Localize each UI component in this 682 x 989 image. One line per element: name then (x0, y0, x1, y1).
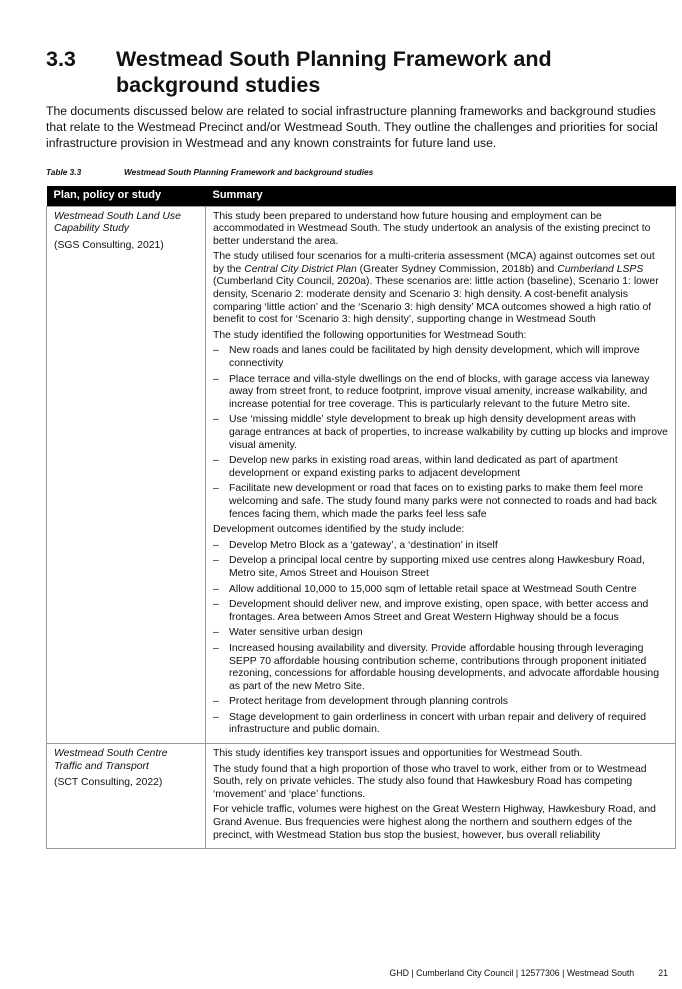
table-row (47, 206, 676, 744)
list-item: – Development should deliver new, and improve existing, open space, with better access and frontages. Area between Amos Street and Great Western Highway should be a focus (213, 599, 649, 623)
table-title: Westmead South Planning Framework and background studies (124, 167, 374, 177)
summary-paragraph: The study utilised four scenarios for a multi-criteria assessment (MCA) against outcomes set out by the Central City District Plan (Greater Sydney Commission, 2018b) and Cumberland LSPS (Cumberland City Council, 2020a). These scenarios are: little action (baseline), Scenario 1: lower density, Scenario 2: moderate density and Scenario 3: high density. A cost-benefit analysis comparing ‘little action’ and the ‘Scenario 3: high density’ MCA outcomes showed a high ratio of benefit to cost for ‘Scenario 3: high density’, supporting change in Westmead South (213, 251, 659, 326)
list-item: – Place terrace and villa-style dwellings on the end of blocks, with garage access via laneway away from street front, to reduce footprint, improve visual amenity, increase walkability, and increase potential for tree coverage. This is particularly relevant to the future Metro site. (213, 373, 650, 410)
summary-paragraph: Development outcomes identified by the study include: (213, 524, 465, 536)
lsps-reference: Cumberland LSPS (557, 263, 644, 275)
list-item: – Develop new parks in existing road areas, within land dedicated as part of apartment development or expand existing parks to adjacent development (213, 455, 618, 479)
document-name: Westmead South Centre Traffic and Transport (54, 748, 168, 772)
column-header-summary: Summary (206, 186, 676, 206)
list-item: – Develop a principal local centre by supporting mixed use centres along Hawkesbury Road, Metro site, Amos Street and Houison Street (213, 555, 645, 579)
section-title: Westmead South Planning Framework and background studies (116, 47, 552, 97)
list-item: – Water sensitive urban design (213, 627, 363, 639)
list-item: – Stage development to gain orderliness in concert with urban repair and delivery of required infrastructure and public domain. (213, 711, 647, 736)
framework-table (46, 186, 676, 849)
footer-text: GHD | Cumberland City Council | 12577306 | Westmead South (389, 968, 635, 978)
summary-paragraph: This study identifies key transport issues and opportunities for Westmead South. (213, 748, 583, 760)
list-item: – Develop Metro Block as a ‘gateway’, a ‘destination’ in itself (213, 539, 498, 551)
plan-reference: Central City District Plan (244, 263, 357, 275)
document-source: (SGS Consulting, 2021) (54, 239, 164, 251)
list-item: – Use ‘missing middle’ style development to break up high density development areas with garage entrances at back of properties, to increase walkability by cutting up blocks and improve visual amenity. (213, 414, 668, 451)
page-number: 21 (658, 968, 668, 978)
table-caption (46, 167, 373, 177)
list-item: – Facilitate new development or road that faces on to existing parks to make them feel more welcoming and safe. The study found many parks were not connected to roads and had back fences facing them, which made the parks feel less safe (213, 483, 657, 520)
intro-paragraph: The documents discussed below are related to social infrastructure planning frameworks and background studies that relate to the Westmead Precinct and/or Westmead South. They outline the challenges and priorities for social infrastructure provision in Westmead and any known constraints for future land use. (46, 104, 658, 150)
document-source: (SCT Consulting, 2022) (54, 777, 163, 789)
section-heading (46, 46, 636, 98)
table-header-row (47, 186, 676, 206)
document-name: Westmead South Land Use Capability Study (54, 210, 181, 235)
table-row (47, 744, 676, 849)
list-item: – Protect heritage from development through planning controls (213, 696, 508, 708)
summary-paragraph: The study found that a high proportion of those who travel to work, either from or to Westmead South, rely on private vehicles. The study also found that Hawkesbury Road has competing ‘movement’ and ‘place’ functions. (213, 763, 647, 800)
outcomes-list (213, 540, 668, 737)
summary-paragraph: For vehicle traffic, volumes were highest on the Great Western Highway, Hawkesbury Road, and Grand Avenue. Bus frequencies were highest along the northern and southern edges of the precinct, with Westmead Station bus stop the busiest, however, bus overall reliability (213, 804, 656, 841)
page-footer (389, 968, 668, 978)
column-header-plan: Plan, policy or study (47, 186, 206, 206)
summary-paragraph: The study identified the following opportunities for Westmead South: (213, 329, 527, 341)
list-item: – New roads and lanes could be facilitated by high density development, which will improve connectivity (213, 345, 640, 370)
summary-paragraph: This study been prepared to understand how future housing and employment can be accommodated in Westmead South. The study undertook an analysis of the existing precinct to better understand the area. (213, 210, 651, 247)
list-item: – Allow additional 10,000 to 15,000 sqm of lettable retail space at Westmead South Centre (213, 583, 637, 595)
summary-cell (206, 206, 676, 744)
summary-cell (206, 744, 676, 849)
list-item: – Increased housing availability and diversity. Provide affordable housing through leveraging SEPP 70 affordable housing contribution scheme, contributions through proponent initiated rezoning, concessions for affordable housing developments, and advocate affordable housing as part of the new Metro Site. (213, 642, 659, 692)
plan-cell (47, 206, 206, 744)
plan-cell (47, 744, 206, 849)
table-number: Table 3.3 (46, 167, 82, 177)
section-number: 3.3 (46, 47, 76, 71)
opportunities-list (213, 345, 668, 521)
